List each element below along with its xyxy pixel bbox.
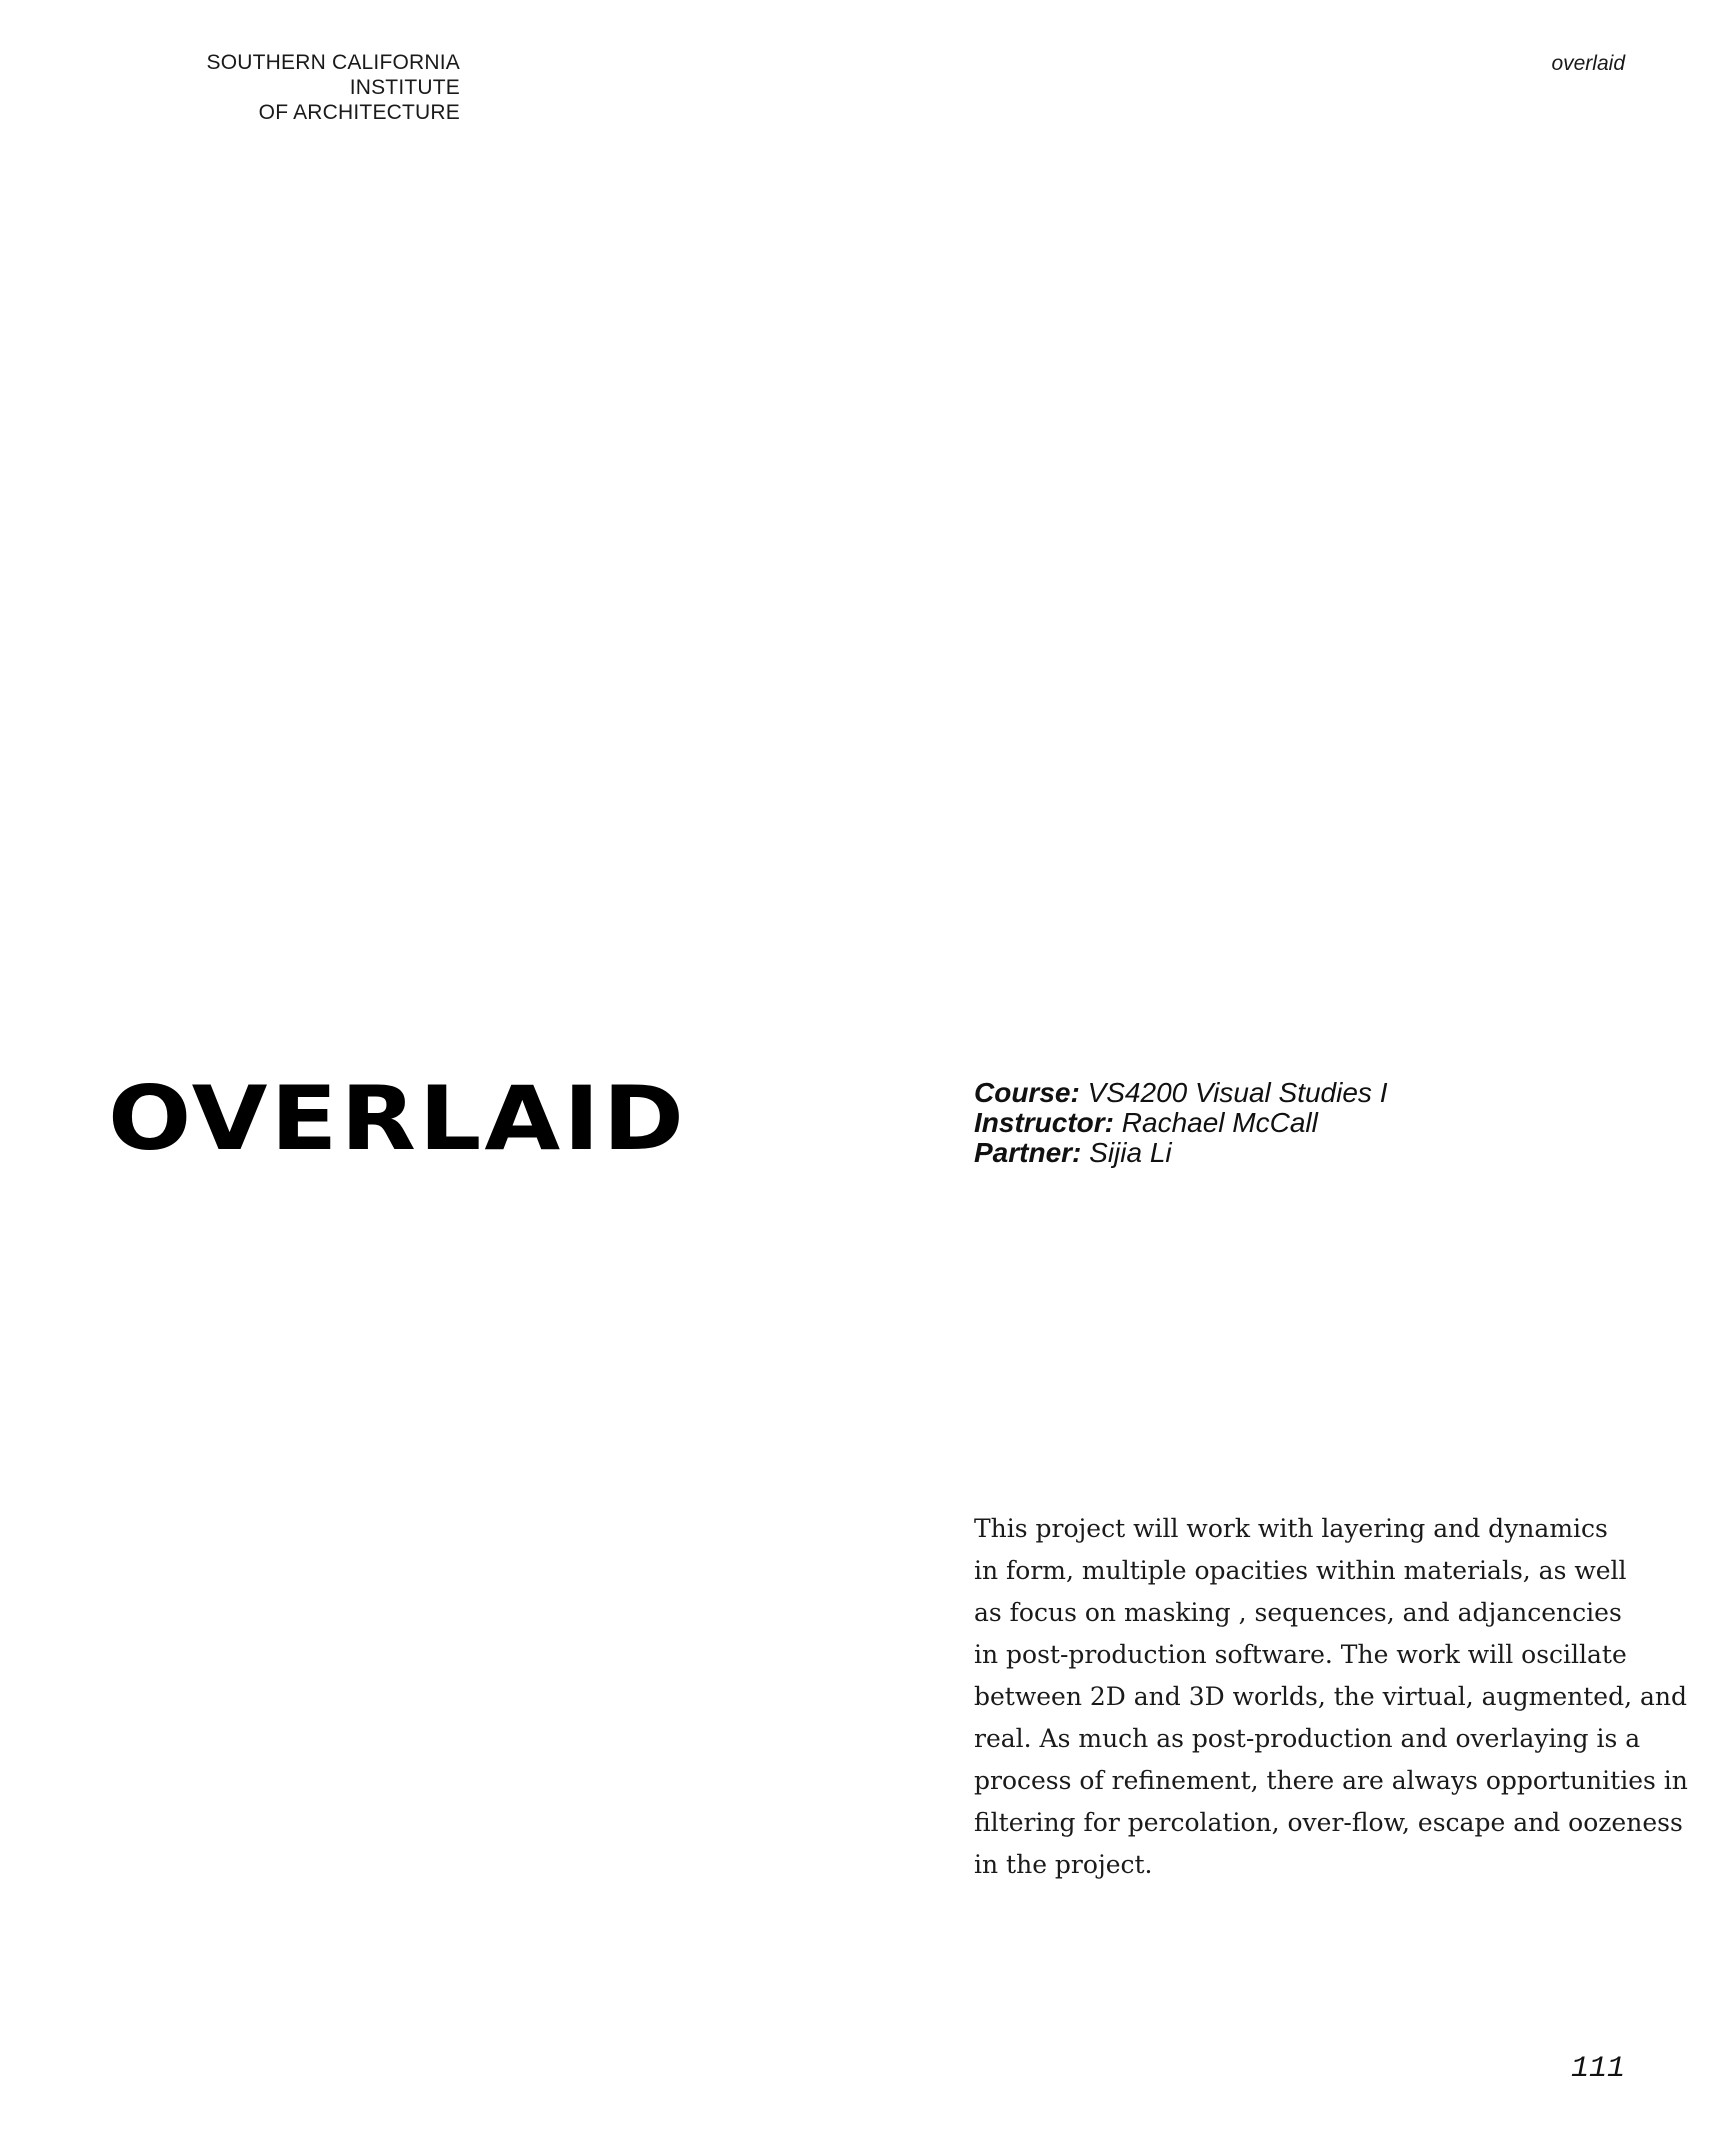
description-line: This project will work with layering and dynamics: [974, 1514, 1608, 1543]
course-row: [974, 1078, 1387, 1108]
section-label: overlaid: [1551, 52, 1625, 75]
project-credits: [974, 1078, 1387, 1168]
institution-name: [108, 50, 460, 125]
partner-value: Sijia Li: [1089, 1137, 1172, 1168]
description-line: real. As much as post-production and overlaying is a: [974, 1724, 1641, 1753]
institution-line-2: OF ARCHITECTURE: [258, 101, 460, 124]
description-line: in the project.: [974, 1850, 1153, 1879]
partner-row: [974, 1138, 1387, 1168]
description-line: in post-production software. The work will oscillate: [974, 1640, 1627, 1669]
instructor-label: Instructor:: [974, 1107, 1114, 1138]
course-label: Course:: [974, 1077, 1080, 1108]
project-title: OVERLAID: [108, 1068, 688, 1171]
instructor-value: Rachael McCall: [1121, 1107, 1318, 1138]
course-value: VS4200 Visual Studies I: [1087, 1077, 1388, 1108]
description-line: filtering for percolation, over-flow, escape and oozeness: [974, 1808, 1683, 1837]
description-line: as focus on masking , sequences, and adjancencies: [974, 1598, 1622, 1627]
instructor-row: [974, 1108, 1387, 1138]
partner-label: Partner:: [974, 1137, 1082, 1168]
description-line: process of refinement, there are always opportunities in: [974, 1766, 1688, 1795]
project-description: [974, 1508, 1688, 1886]
description-line: in form, multiple opacities within materials, as well: [974, 1556, 1627, 1585]
page-number: 111: [1570, 2052, 1625, 2086]
description-line: between 2D and 3D worlds, the virtual, augmented, and: [974, 1682, 1688, 1711]
institution-line-1: SOUTHERN CALIFORNIA INSTITUTE: [206, 51, 460, 99]
